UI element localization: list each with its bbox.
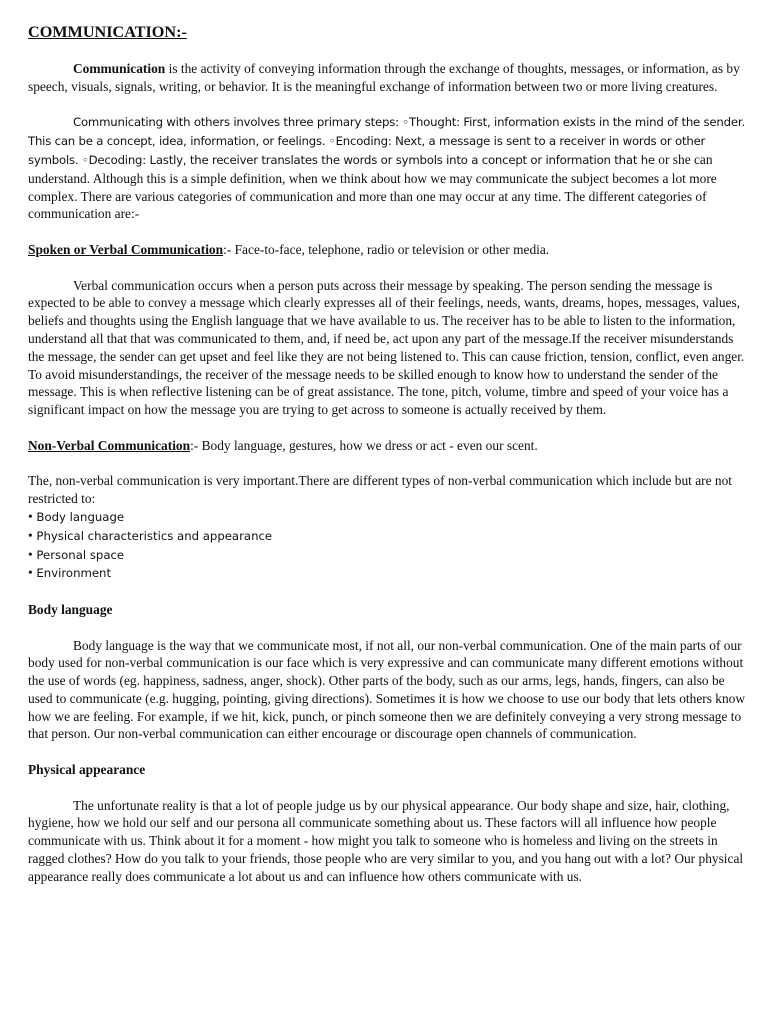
list-item	[28, 546, 750, 565]
verbal-paragraph: Verbal communication occurs when a person puts across their message by speaking. The person sending the message is expected to be able to convey a message which clearly expresses all of their feelings, needs, wants, dreams, hopes, messages, values, beliefs and thoughts using the English language that we have available to us. The receiver has to be able to listen to the information, understand all that that was communicated to them, and, if need be, act upon any part of the message.If the receiver misunderstands the message, the sender can get upset and feel like they are not being listened to. This can cause friction, tension, conflict, even anger. To avoid misunderstandings, the receiver of the message needs to be skilled enough to know how to understand the sender of the message. This is when reflective listening can be of great assistance. The tone, pitch, volume, timbre and speed of your voice has a significant impact on how the message you are trying to get across to someone is actually received by them.	[28, 277, 745, 418]
document-page	[28, 22, 750, 903]
bullet-icon: •	[28, 508, 33, 524]
steps-text-serif: or she can understand. Although this is a simple definition, when we think about how we may communicate the subject becomes a lot more complex. There are various categories of communication and more than one may occur at any time. The different categories of communication are:-	[28, 151, 717, 222]
list-item-text: Environment	[36, 566, 112, 581]
list-item	[28, 527, 750, 546]
body-language-paragraph: Body language is the way that we communicate most, if not all, our non-verbal communication. One of the main parts of our body used for non-verbal communication is our face which is very expressive and can communicate many different emotions without the use of words (eg. happiness, sadness, anger, shock). Other parts of the body, such as our arms, legs, hands, fingers, can also be used to communicate (e.g. hugging, pointing, giving directions). Sometimes it is how we choose to use our body that lets others know how we are feeling. For example, if we hit, kick, punch, or pinch someone then we are definitely conveying a very strong message to that person. Our non-verbal communication can either encourage or discourage open channels of communication.	[28, 637, 746, 742]
physical-appearance-paragraph: The unfortunate reality is that a lot of people judge us by our physical appearance. Our body shape and size, hair, clothing, hygiene, how we hold our self and our persona all communicate something about us. These factors will all influence how people communicate with us. Think about it for a moment - how might you talk to someone who is homeless and living on the streets in ragged clothes? How do you talk to your friends, those people who are very similar to you, and you hang out with a lot? Our physical appearance really does communicate a lot about us and can influence how others communicate with us.	[28, 797, 744, 884]
intro-term: Communication	[73, 61, 166, 76]
bullet-icon: •	[28, 527, 33, 543]
steps-text-sans: Communicating with others involves three primary steps: ◦Thought: First, information exists in the mind of the sender. This can be a concept, idea, information, or feelings. ◦Encoding: Next, a message is sent to a receiver in words or other symbols. ◦Decoding: Lastly, the receiver translates the words or symbols into a concept or information that he	[28, 115, 745, 167]
verbal-heading-line	[28, 241, 750, 259]
bullet-icon: •	[28, 546, 33, 562]
nonverbal-heading-suffix: :- Body language, gestures, how we dress or act - even our scent.	[190, 437, 538, 453]
body-language-heading: Body language	[28, 601, 113, 617]
list-item-text: Physical characteristics and appearance	[36, 528, 273, 543]
list-item-text: Personal space	[36, 547, 125, 562]
intro-text: is the activity of conveying information through the exchange of thoughts, messages, or information, as by speech, visuals, signals, writing, or behavior. It is the meaningful exchange of information between two or more living creatures.	[28, 61, 740, 94]
intro-paragraph	[28, 60, 750, 96]
steps-paragraph	[28, 113, 750, 223]
nonverbal-heading-line	[28, 437, 750, 455]
verbal-heading-suffix: :- Face-to-face, telephone, radio or television or other media.	[223, 241, 550, 257]
verbal-heading: Spoken or Verbal Communication	[28, 241, 224, 257]
page-title: COMMUNICATION:-	[28, 23, 187, 41]
nonverbal-heading: Non-Verbal Communication	[28, 437, 191, 453]
physical-appearance-heading: Physical appearance	[28, 762, 146, 778]
nonverbal-paragraph: The, non-verbal communication is very important.There are different types of non-verbal communication which include but are not restricted to:	[28, 473, 733, 507]
list-item	[28, 564, 750, 583]
list-item-text: Body language	[36, 509, 125, 524]
list-item	[28, 508, 750, 527]
nonverbal-list	[28, 508, 750, 583]
bullet-icon: •	[28, 565, 33, 581]
